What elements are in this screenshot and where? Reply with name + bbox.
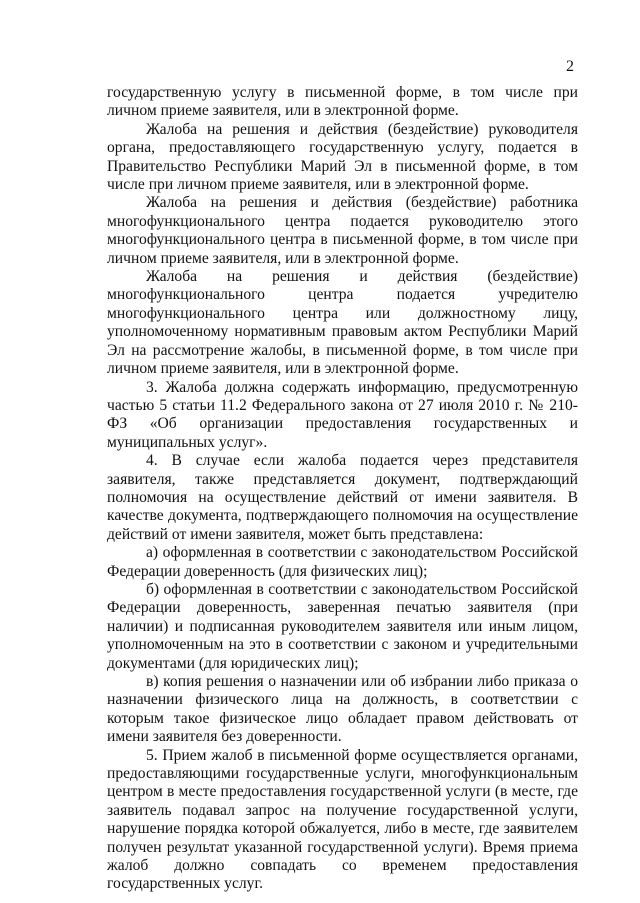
document-body <box>107 84 578 894</box>
list-item-v: в) копия решения о назначении или об избрании либо приказа о назначении физического лица на должность, в соответствии с которым такое физическое лицо обладает правом действовать от имени заявителя без доверенности. <box>107 673 578 746</box>
paragraph-4-representative: 4. В случае если жалоба подается через представителя заявителя, также представляется документ, подтверждающий полномочия на осуществление действий от имени заявителя. В качестве документа, подтверждающего полномочия на осуществление действий от имени заявителя, может быть представлена: <box>107 452 578 543</box>
list-item-b: б) оформленная в соответствии с законодательством Российской Федерации доверенность, заверенная печатью заявителя (при наличии) и подписанная руководителем заявителя или иным лицом, уполномоченным на это в соответствии с законом и учредительными документами (для юридических лиц); <box>107 580 578 672</box>
paragraph-continuation: государственную услугу в письменной форме, в том числе при личном приеме заявителя, или в электронной форме. <box>107 84 578 120</box>
paragraph-3-content: 3. Жалоба должна содержать информацию, предусмотренную частью 5 статьи 11.2 Федерального закона от 27 июля 2010 г. № 210-ФЗ «Об организации предоставления государственных и муниципальных услуг». <box>107 378 578 451</box>
paragraph-complaint-head: Жалоба на решения и действия (бездействие) руководителя органа, предоставляющего государственную услугу, подается в Правительство Республики Марий Эл в письменной форме, в том числе при личном приеме заявителя, или в электронной форме. <box>107 120 578 194</box>
paragraph-5-reception: 5. Прием жалоб в письменной форме осуществляется органами, предоставляющими государственные услуги, многофункциональным центром в месте предоставления государственной услуги (в месте, где заявитель подавал запрос на получение государственной услуги, нарушение порядка которой обжалуется, либо в месте, где заявителем получен результат указанной государственной услуги). Время приема жалоб должно совпадать со временем предоставления государственных услуг. <box>107 746 578 893</box>
page-number: 2 <box>566 58 574 75</box>
paragraph-complaint-mfc: Жалоба на решения и действия (бездействие) многофункционального центра подается учредителю многофункционального центра или должностному лицу, уполномоченному нормативным правовым актом Республики Марий Эл на рассмотрение жалобы, в письменной форме, в том числе при личном приеме заявителя, или в электронной форме. <box>107 268 578 378</box>
paragraph-complaint-mfc-worker: Жалоба на решения и действия (бездействие) работника многофункционального центра подается руководителю этого многофункционального центра в письменной форме, в том числе при личном приеме заявителя, или в электронной форме. <box>107 194 578 267</box>
list-item-a: а) оформленная в соответствии с законодательством Российской Федерации доверенность (для физических лиц); <box>107 544 578 580</box>
